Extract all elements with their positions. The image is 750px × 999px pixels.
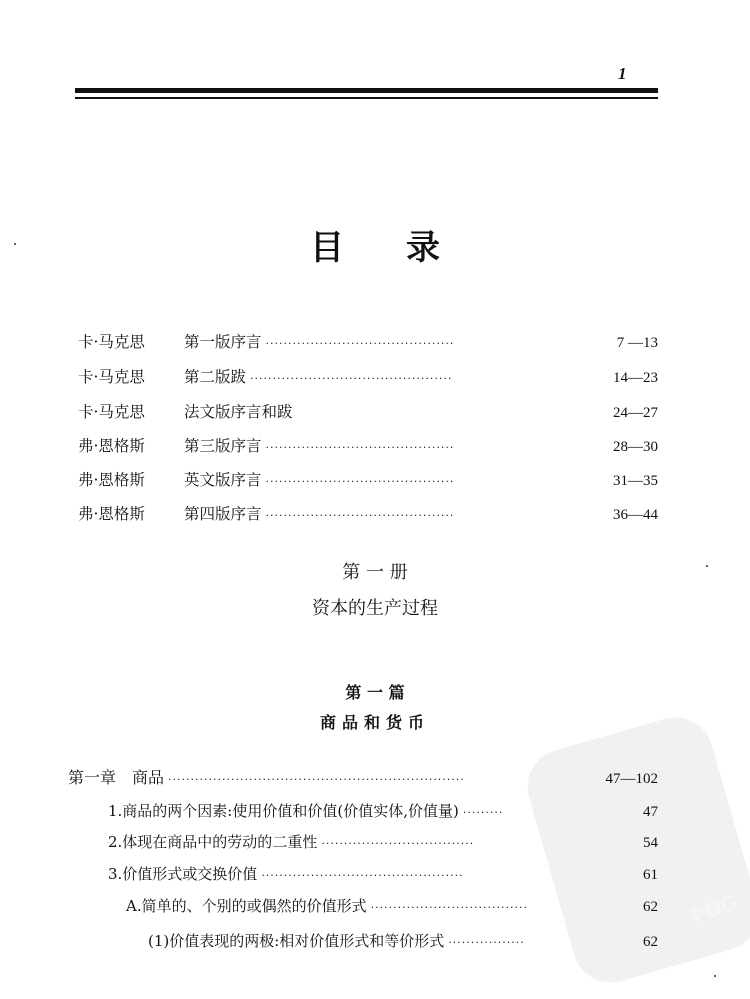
entry-leader: ·········································· [265, 441, 455, 454]
entry-pages: 36—44 [613, 507, 658, 523]
section-pages: 62 [643, 899, 658, 915]
toc-entry-preface-6 [78, 502, 658, 524]
toc-entry-subsection-a1 [148, 930, 658, 951]
part-label: 第 一 篇 [345, 683, 405, 702]
entry-author: 卡·马克思 [78, 368, 145, 386]
entry-leader: ·········································· [265, 337, 455, 350]
entry-title: 第一版序言 [184, 333, 262, 351]
entry-author: 卡·马克思 [78, 403, 145, 421]
toc-entry-preface-1 [78, 330, 658, 352]
entry-title: 第二版跋 [184, 368, 247, 386]
entry-author: 弗·恩格斯 [78, 505, 145, 523]
entry-pages: 7 —13 [616, 335, 658, 351]
page-number: 1 [618, 64, 627, 83]
toc-entry-preface-5 [78, 468, 658, 490]
toc-entry-section-3 [108, 863, 658, 884]
section-title: 3.价值形式或交换价值 [108, 865, 258, 883]
toc-title [0, 220, 750, 269]
entry-title: 第四版序言 [184, 505, 262, 523]
section-pages: 54 [643, 835, 658, 851]
section-pages: 47 [643, 804, 658, 820]
part-title: 商品和货币 [319, 713, 430, 732]
toc-entry-subsection-a [126, 895, 658, 916]
entry-title: 法文版序言和跋 [184, 403, 293, 421]
toc-title-char-2: 录 [406, 228, 440, 268]
section-leader: ··································· [370, 901, 528, 914]
section-pages: 62 [643, 934, 658, 950]
chapter-leader: ·································································· [168, 773, 465, 786]
toc-entry-chapter-1 [68, 765, 658, 788]
toc-entry-preface-3 [78, 400, 658, 422]
section-leader: ·································· [321, 837, 475, 850]
entry-pages: 14—23 [613, 370, 658, 386]
entry-title: 英文版序言 [184, 471, 262, 489]
chapter-title: 第一章 商品 [68, 768, 165, 787]
entry-title: 第三版序言 [184, 437, 262, 455]
header-rule-thick [75, 88, 658, 93]
entry-pages: 28—30 [613, 439, 658, 455]
section-title: (1)价值表现的两极:相对价值形式和等价形式 [148, 932, 445, 950]
toc-entry-preface-2 [78, 365, 658, 387]
toc-entry-section-1 [108, 800, 658, 821]
entry-author: 弗·恩格斯 [78, 471, 145, 489]
entry-leader: ·········································· [265, 509, 455, 522]
scan-speck [706, 565, 708, 567]
toc-entry-section-2 [108, 831, 658, 852]
section-leader: ············································· [261, 869, 464, 882]
section-title: 2.体现在商品中的劳动的二重性 [108, 833, 318, 851]
entry-pages: 24—27 [613, 405, 658, 421]
entry-leader: ·········································· [265, 475, 455, 488]
entry-leader: ············································· [250, 372, 453, 385]
section-pages: 61 [643, 867, 658, 883]
section-title: 1.商品的两个因素:使用价值和价值(价值实体,价值量) [108, 802, 459, 820]
watermark-text: PDG [687, 889, 741, 929]
toc-entry-preface-4 [78, 434, 658, 456]
entry-author: 弗·恩格斯 [78, 437, 145, 455]
volume-title: 资本的生产过程 [312, 598, 438, 619]
section-leader: ················· [448, 936, 525, 949]
section-leader: ········· [462, 806, 504, 819]
volume-label: 第 一 册 [342, 562, 408, 583]
scan-speck [714, 975, 716, 977]
chapter-pages: 47—102 [605, 771, 658, 787]
scan-speck [14, 243, 16, 245]
section-title: A.简单的、个别的或偶然的价值形式 [126, 897, 367, 915]
toc-title-char-1: 目 [310, 228, 344, 268]
entry-author: 卡·马克思 [78, 333, 145, 351]
header-rule-thin [75, 97, 658, 99]
entry-pages: 31—35 [613, 473, 658, 489]
